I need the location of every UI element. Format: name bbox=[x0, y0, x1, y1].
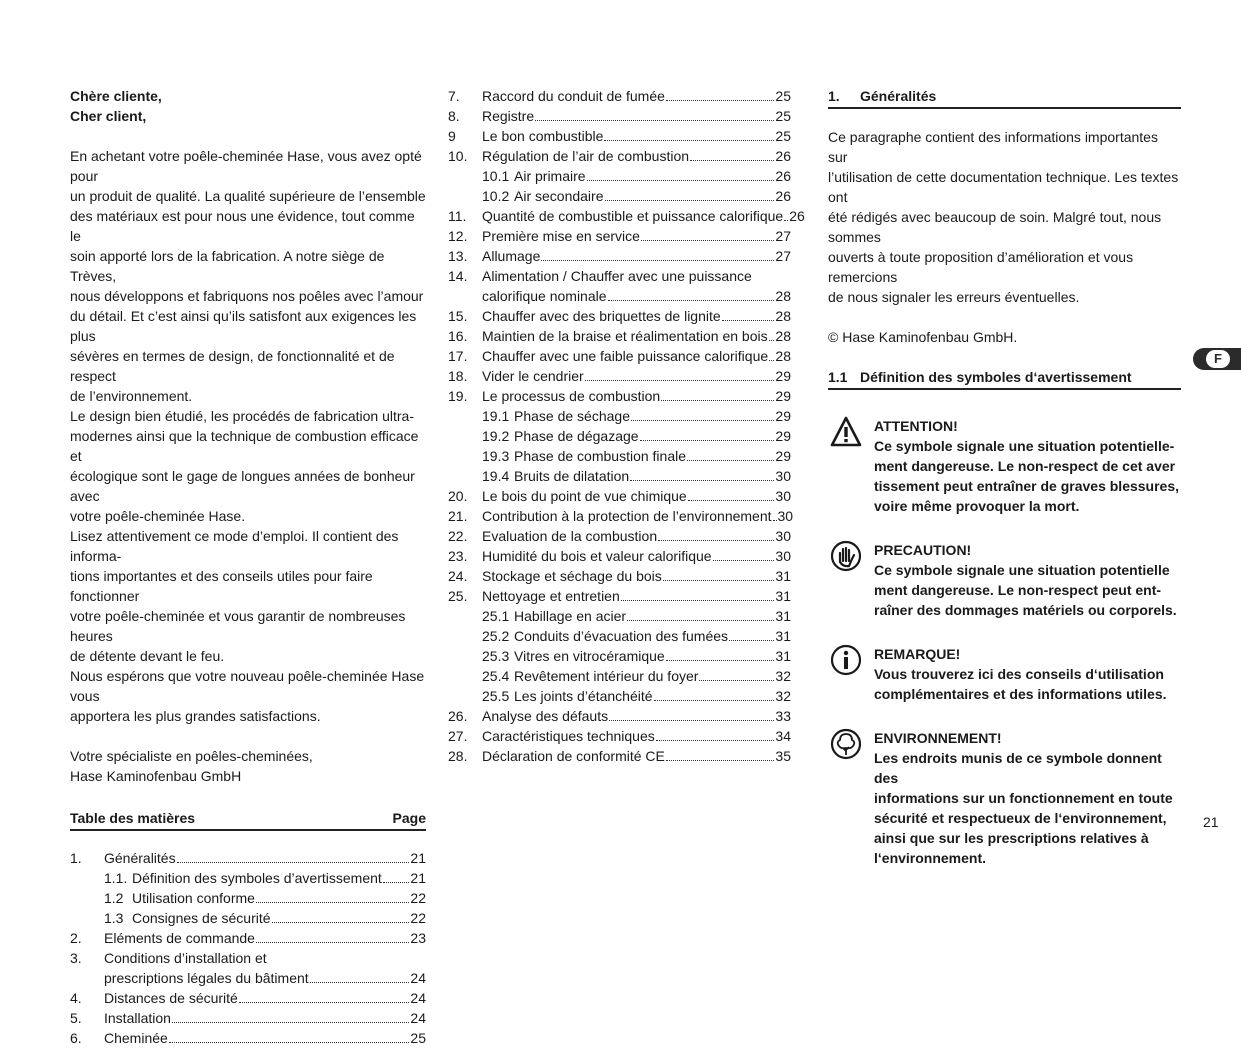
toc-entry-label: Contribution à la protection de l’environnement bbox=[482, 508, 772, 524]
section-heading-symbols: 1.1 Définition des symboles d‘avertissement bbox=[828, 367, 1181, 390]
toc-entry-page: 35 bbox=[775, 748, 791, 764]
toc-entry-page: 21 bbox=[410, 850, 426, 866]
toc-entry-page: 27 bbox=[775, 248, 791, 264]
toc-entry-label: Phase de combustion finale bbox=[514, 448, 686, 464]
toc-leader-dots bbox=[773, 520, 777, 521]
toc-entry bbox=[448, 466, 791, 486]
toc-leader-dots bbox=[663, 580, 775, 581]
toc-leader-dots bbox=[729, 640, 774, 641]
toc-entry-page: 32 bbox=[775, 688, 791, 704]
toc-entry bbox=[448, 746, 791, 766]
toc-entry bbox=[448, 306, 791, 326]
signature: Votre spécialiste en poêles-cheminées, Hase Kaminofenbau GmbH bbox=[70, 748, 313, 784]
toc-entry-label: Utilisation conforme bbox=[132, 890, 255, 906]
toc-entry-label: Vider le cendrier bbox=[482, 368, 584, 384]
toc-entry-page: 26 bbox=[789, 208, 805, 224]
toc-entry bbox=[448, 346, 791, 366]
toc-entry bbox=[70, 888, 426, 908]
toc-entry-label: Phase de dégazage bbox=[514, 428, 639, 444]
toc-entry-page: 27 bbox=[775, 228, 791, 244]
toc-leader-dots bbox=[541, 260, 774, 261]
toc-entry-label: Alimentation / Chauffer avec une puissance bbox=[482, 268, 752, 284]
toc-entry-label: Conditions d’installation et bbox=[104, 950, 267, 966]
toc-entry-label: Le processus de combustion bbox=[482, 388, 661, 404]
toc-list-part2 bbox=[448, 86, 805, 766]
toc-entry bbox=[448, 266, 791, 286]
toc-entry bbox=[448, 426, 791, 446]
toc-entry bbox=[448, 626, 791, 646]
toc-entry bbox=[448, 686, 791, 706]
toc-entry-page: 30 bbox=[775, 468, 791, 484]
toc-entry-number: 25. bbox=[448, 588, 468, 604]
toc-entry-number: 5. bbox=[70, 1010, 82, 1026]
environment-tree-icon bbox=[830, 728, 862, 760]
toc-entry bbox=[448, 146, 791, 166]
toc-entry bbox=[448, 246, 791, 266]
toc-entry bbox=[448, 286, 791, 306]
toc-entry-number: 9 bbox=[448, 128, 456, 144]
toc-entry-number: 4. bbox=[70, 990, 82, 1006]
toc-leader-dots bbox=[256, 942, 409, 943]
toc-leader-dots bbox=[687, 460, 774, 461]
toc-leader-dots bbox=[272, 922, 410, 923]
toc-leader-dots bbox=[656, 740, 775, 741]
copyright: © Hase Kaminofenbau GmbH. bbox=[828, 329, 1018, 345]
toc-leader-dots bbox=[621, 600, 775, 601]
toc-entry-label: Stockage et séchage du bois bbox=[482, 568, 662, 584]
toc-entry-page: 31 bbox=[775, 588, 791, 604]
toc-leader-dots bbox=[654, 700, 775, 701]
toc-entry-label: Revêtement intérieur du foyer bbox=[514, 668, 699, 684]
toc-entry-subnumber: 10.1 bbox=[482, 168, 510, 184]
toc-leader-dots bbox=[769, 340, 775, 341]
toc-entry bbox=[448, 106, 791, 126]
toc-entry-label: Installation bbox=[104, 1010, 171, 1026]
section-body: Ce paragraphe contient des informations importantes sur l’utilisation de cette documentation technique. Les textes ont été rédigés avec beaucoup de soin. Malgré tout, nous sommes ouverts à toute proposition d’amélioration et vous remercions de nous signaler les erreurs éventuelles. bbox=[828, 129, 1179, 305]
toc-entry-subnumber: 1.1. bbox=[104, 870, 128, 886]
toc-entry bbox=[70, 908, 426, 928]
toc-entry-number: 15. bbox=[448, 308, 468, 324]
toc-entry-label: Allumage bbox=[482, 248, 541, 264]
toc-entry-label: Bruits de dilatation bbox=[514, 468, 630, 484]
toc-entry-number: 26. bbox=[448, 708, 468, 724]
toc-entry bbox=[448, 86, 791, 106]
toc-entry-page: 25 bbox=[775, 108, 791, 124]
toc-entry-label: Registre bbox=[482, 108, 535, 124]
toc-entry bbox=[70, 1008, 426, 1028]
toc-leader-dots bbox=[640, 440, 775, 441]
toc-entry-subnumber: 1.2 bbox=[104, 890, 124, 906]
toc-entry-label: Le bon combustible bbox=[482, 128, 604, 144]
toc-entry bbox=[448, 546, 791, 566]
warning-environnement: ENVIRONNEMENT! Les endroits munis de ce symbole donnent des informations sur un fonctionnement en toute sécurité et respectueux de l‘environnement, ainsi que sur les prescriptions relatives à l‘environnement. bbox=[828, 728, 1181, 868]
toc-entry bbox=[70, 868, 426, 888]
toc-entry bbox=[70, 988, 426, 1008]
toc-entry-number: 8. bbox=[448, 108, 460, 124]
toc-entry bbox=[70, 968, 426, 988]
toc-entry-page: 24 bbox=[410, 970, 426, 986]
toc-entry-number: 1. bbox=[70, 850, 82, 866]
toc-entry-page: 30 bbox=[775, 548, 791, 564]
toc-entry bbox=[70, 948, 426, 968]
toc-entry-label: Définition des symboles d’avertissement bbox=[132, 870, 382, 886]
toc-leader-dots bbox=[784, 220, 788, 221]
toc-entry-label: Première mise en service bbox=[482, 228, 640, 244]
toc-entry-number: 23. bbox=[448, 548, 468, 564]
toc-entry-number: 27. bbox=[448, 728, 468, 744]
toc-entry-page: 28 bbox=[775, 328, 791, 344]
toc-entry bbox=[448, 126, 791, 146]
toc-leader-dots bbox=[587, 180, 775, 181]
toc-leader-dots bbox=[658, 540, 774, 541]
toc-entry bbox=[70, 928, 426, 948]
toc-entry bbox=[448, 646, 791, 666]
toc-entry-label: Raccord du conduit de fumée bbox=[482, 88, 665, 104]
toc-entry-number: 10. bbox=[448, 148, 468, 164]
toc-entry-number: 16. bbox=[448, 328, 468, 344]
toc-entry-label: prescriptions légales du bâtiment bbox=[104, 970, 309, 986]
toc-entry bbox=[448, 726, 791, 746]
toc-entry-subnumber: 25.4 bbox=[482, 668, 510, 684]
toc-entry bbox=[448, 226, 791, 246]
toc-entry-label: Chauffer avec des briquettes de lignite bbox=[482, 308, 721, 324]
toc-leader-dots bbox=[722, 320, 775, 321]
toc-entry-label: Distances de sécurité bbox=[104, 990, 238, 1006]
toc-entry bbox=[448, 366, 791, 386]
toc-entry-page: 34 bbox=[775, 728, 791, 744]
toc-entry-page: 31 bbox=[775, 608, 791, 624]
toc-entry bbox=[448, 166, 791, 186]
toc-leader-dots bbox=[769, 360, 774, 361]
toc-entry-label: Le bois du point de vue chimique bbox=[482, 488, 687, 504]
caution-hand-icon bbox=[830, 540, 862, 572]
toc-entry bbox=[448, 406, 791, 426]
toc-entry-label: Air primaire bbox=[514, 168, 586, 184]
toc-entry-page: 29 bbox=[775, 448, 791, 464]
toc-entry-page: 25 bbox=[775, 88, 791, 104]
toc-entry-page: 28 bbox=[775, 308, 791, 324]
toc-entry-number: 6. bbox=[70, 1030, 82, 1046]
toc-entry-number: 21. bbox=[448, 508, 468, 524]
toc-entry-label: Généralités bbox=[104, 850, 176, 866]
toc-entry-page: 29 bbox=[775, 368, 791, 384]
toc-entry-label: Les joints d’étanchéité bbox=[514, 688, 653, 704]
toc-entry-page: 30 bbox=[775, 488, 791, 504]
toc-entry-number: 13. bbox=[448, 248, 468, 264]
toc-entry bbox=[448, 386, 791, 406]
toc-entry-page: 26 bbox=[775, 148, 791, 164]
toc-entry-subnumber: 19.2 bbox=[482, 428, 510, 444]
toc-leader-dots bbox=[666, 660, 775, 661]
toc-entry bbox=[448, 666, 791, 686]
toc-entry-subnumber: 25.3 bbox=[482, 648, 510, 664]
warning-precaution: PRECAUTION! Ce symbole signale une situation potentielle ment dangereuse. Le non-respect peut ent- raîner des dommages matériels ou corporels. bbox=[828, 540, 1181, 620]
toc-entry-page: 28 bbox=[775, 288, 791, 304]
toc-leader-dots bbox=[239, 1002, 410, 1003]
toc-entry-label: Evaluation de la combustion bbox=[482, 528, 658, 544]
warning-triangle-icon bbox=[830, 416, 862, 448]
toc-entry-label: Nettoyage et entretien bbox=[482, 588, 620, 604]
toc-leader-dots bbox=[310, 982, 410, 983]
toc-entry-subnumber: 25.1 bbox=[482, 608, 510, 624]
page-number: 21 bbox=[1203, 814, 1219, 830]
toc-entry-page: 23 bbox=[410, 930, 426, 946]
toc-entry-page: 30 bbox=[777, 508, 794, 524]
toc-entry-number: 11. bbox=[448, 208, 467, 224]
toc-entry-subnumber: 19.1 bbox=[482, 408, 510, 424]
toc-page-label: Page bbox=[392, 810, 426, 826]
toc-leader-dots bbox=[630, 480, 774, 481]
toc-entry-page: 30 bbox=[775, 528, 791, 544]
toc-leader-dots bbox=[690, 160, 774, 161]
toc-entry-label: Analyse des défauts bbox=[482, 708, 609, 724]
toc-leader-dots bbox=[605, 200, 775, 201]
toc-entry-page: 26 bbox=[775, 188, 791, 204]
language-tab bbox=[1193, 348, 1241, 370]
toc-entry-page: 28 bbox=[775, 348, 791, 364]
warning-remarque: REMARQUE! Vous trouverez ici des conseils d‘utilisation complémentaires et des informations utiles. bbox=[828, 644, 1181, 704]
toc-entry-page: 21 bbox=[410, 870, 426, 886]
toc-entry bbox=[448, 326, 791, 346]
toc-entry-number: 17. bbox=[448, 348, 468, 364]
toc-entry bbox=[448, 606, 791, 626]
intro-text: En achetant votre poêle-cheminée Hase, vous avez opté pour un produit de qualité. La qualité supérieure de l’ensemble des matériaux est pour nous une évidence, tout comme le soin apporté lors de la fabrication. A notre siège de Trèves, nous développons et fabriquons nos poêles avec l’amour du détail. Et c’est ainsi qu’ils satisfont aux exigences les plus sévères en termes de design, de fonctionnalité et de respect de l’environnement. Le design bien étudié, les procédés de fabrication ultra- modernes ainsi que la technique de combustion efficace et écologique sont le gage de longues années de bonheur avec votre poêle-cheminée Hase. Lisez attentivement ce mode d’emploi. Il contient des informa- tions importantes et des conseils utiles pour faire fonctionner votre poêle-cheminée et vous garantir de nombreuses heures de détente devant le feu. Nous espérons que votre nouveau poêle-cheminée Hase vous apportera les plus grandes satisfactions. bbox=[70, 148, 426, 724]
toc-entry-page: 25 bbox=[775, 128, 791, 144]
toc-entry-page: 22 bbox=[410, 910, 426, 926]
toc-entry-number: 28. bbox=[448, 748, 468, 764]
toc-entry-label: Régulation de l’air de combustion bbox=[482, 148, 690, 164]
toc-leader-dots bbox=[666, 760, 775, 761]
toc-leader-dots bbox=[172, 1022, 409, 1023]
toc-entry-subnumber: 10.2 bbox=[482, 188, 510, 204]
toc-entry-label: Déclaration de conformité CE bbox=[482, 748, 665, 764]
toc-leader-dots bbox=[713, 560, 775, 561]
toc-entry-page: 29 bbox=[775, 428, 791, 444]
toc-entry-label: calorifique nominale bbox=[482, 288, 607, 304]
toc-leader-dots bbox=[169, 1042, 410, 1043]
toc-entry-number: 3. bbox=[70, 950, 82, 966]
toc-leader-dots bbox=[641, 240, 774, 241]
toc-entry-number: 18. bbox=[448, 368, 468, 384]
toc-entry-page: 25 bbox=[410, 1030, 426, 1046]
toc-leader-dots bbox=[631, 420, 774, 421]
toc-entry-page: 24 bbox=[410, 990, 426, 1006]
toc-entry bbox=[448, 566, 791, 586]
toc-entry-label: Quantité de combustible et puissance calorifique bbox=[482, 208, 784, 224]
toc-leader-dots bbox=[256, 902, 409, 903]
toc-entry-subnumber: 25.5 bbox=[482, 688, 510, 704]
section-heading-generalites: 1. Généralités bbox=[828, 86, 1181, 109]
toc-entry bbox=[448, 486, 791, 506]
toc-entry bbox=[448, 526, 791, 546]
toc-leader-dots bbox=[666, 100, 775, 101]
greeting: Chère cliente, Cher client, bbox=[70, 88, 162, 124]
toc-entry bbox=[448, 446, 791, 466]
warning-attention: ATTENTION! Ce symbole signale une situation potentielle- ment dangereuse. Le non-respect de cet aver tissement peut entraîner de graves blessures, voire même provoquer la mort. bbox=[828, 416, 1181, 516]
toc-entry-page: 26 bbox=[775, 168, 791, 184]
toc-entry-label: Maintien de la braise et réalimentation en bois bbox=[482, 328, 768, 344]
toc-entry-page: 29 bbox=[775, 388, 791, 404]
toc-entry-page: 31 bbox=[775, 628, 791, 644]
toc-entry bbox=[70, 848, 426, 868]
toc-entry-number: 24. bbox=[448, 568, 468, 584]
toc-entry-page: 22 bbox=[410, 890, 426, 906]
toc-leader-dots bbox=[604, 140, 774, 141]
toc-leader-dots bbox=[177, 862, 410, 863]
toc-entry-number: 7. bbox=[448, 88, 460, 104]
toc-entry-label: Eléments de commande bbox=[104, 930, 255, 946]
right-column bbox=[828, 86, 1181, 868]
toc-entry-number: 20. bbox=[448, 488, 468, 504]
toc-entry-page: 24 bbox=[410, 1010, 426, 1026]
toc-leader-dots bbox=[688, 500, 775, 501]
toc-leader-dots bbox=[661, 400, 774, 401]
toc-leader-dots bbox=[609, 720, 774, 721]
toc-entry bbox=[448, 586, 791, 606]
toc-leader-dots bbox=[627, 620, 774, 621]
toc-entry-page: 32 bbox=[775, 668, 791, 684]
toc-entry bbox=[448, 706, 791, 726]
toc-entry-label: Chauffer avec une faible puissance calorifique bbox=[482, 348, 769, 364]
middle-column bbox=[448, 86, 805, 766]
toc-entry-label: Humidité du bois et valeur calorifique bbox=[482, 548, 712, 564]
toc-entry bbox=[448, 506, 794, 526]
toc-entry-label: Phase de séchage bbox=[514, 408, 630, 424]
toc-entry bbox=[70, 1028, 426, 1048]
toc-entry-subnumber: 1.3 bbox=[104, 910, 124, 926]
toc-entry-label: Cheminée bbox=[104, 1030, 168, 1046]
toc-entry-label: Conduits d’évacuation des fumées bbox=[514, 628, 729, 644]
toc-header bbox=[70, 808, 426, 831]
toc-entry-label: Air secondaire bbox=[514, 188, 604, 204]
toc-entry-subnumber: 25.2 bbox=[482, 628, 510, 644]
toc-entry-label: Vitres en vitrocéramique bbox=[514, 648, 665, 664]
toc-entry bbox=[448, 186, 791, 206]
toc-entry-subnumber: 19.3 bbox=[482, 448, 510, 464]
toc-entry-number: 2. bbox=[70, 930, 82, 946]
toc-leader-dots bbox=[383, 882, 410, 883]
toc-entry-page: 31 bbox=[775, 648, 791, 664]
toc-entry-label: Habillage en acier bbox=[514, 608, 627, 624]
info-icon bbox=[830, 644, 862, 676]
toc-entry-label: Caractéristiques techniques bbox=[482, 728, 655, 744]
toc-leader-dots bbox=[608, 300, 775, 301]
toc-entry-label: Consignes de sécurité bbox=[132, 910, 271, 926]
toc-leader-dots bbox=[535, 120, 774, 121]
toc-entry-page: 29 bbox=[775, 408, 791, 424]
toc-entry-number: 14. bbox=[448, 268, 468, 284]
toc-entry bbox=[448, 206, 805, 226]
toc-leader-dots bbox=[585, 380, 775, 381]
toc-entry-subnumber: 19.4 bbox=[482, 468, 510, 484]
toc-entry-number: 19. bbox=[448, 388, 468, 404]
toc-entry-page: 33 bbox=[775, 708, 791, 724]
toc-title: Table des matières bbox=[70, 810, 196, 826]
toc-entry-number: 12. bbox=[448, 228, 468, 244]
toc-leader-dots bbox=[699, 680, 774, 681]
language-tab-label: F bbox=[1206, 350, 1230, 368]
left-column bbox=[70, 86, 426, 1048]
toc-entry-page: 31 bbox=[775, 568, 791, 584]
toc-entry-number: 22. bbox=[448, 528, 468, 544]
toc-list-part1 bbox=[70, 848, 426, 1048]
